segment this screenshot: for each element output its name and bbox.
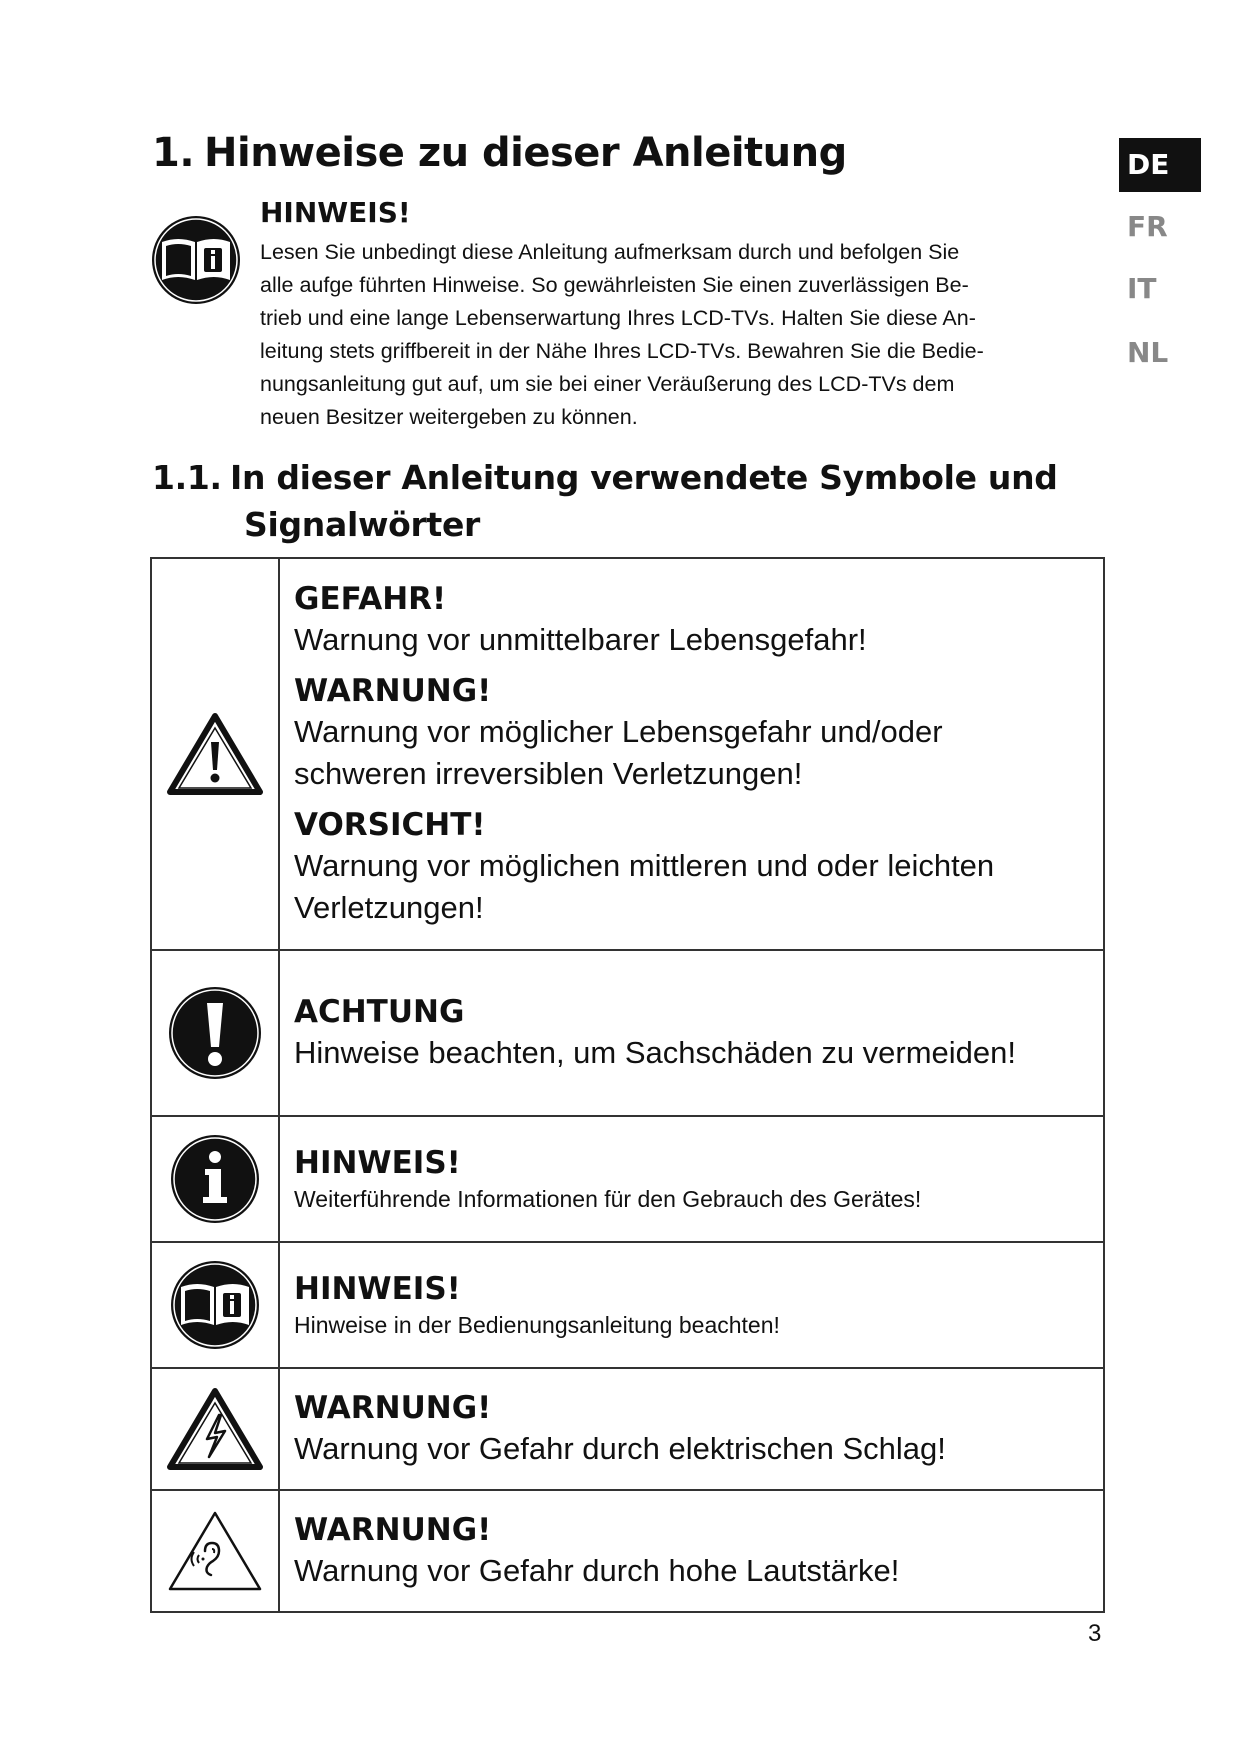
intro-signal-word: HINWEIS!: [260, 196, 411, 229]
signal-word-hinweis: HINWEIS!: [294, 1145, 461, 1181]
signal-description: schweren irreversiblen Verletzungen!: [294, 756, 803, 791]
text-cell: [279, 558, 1104, 950]
exclamation-circle-icon: [167, 985, 263, 1081]
signal-description: Hinweise beachten, um Sachschäden zu vermeiden!: [294, 1035, 1017, 1070]
language-tab-nl[interactable]: NL: [1127, 336, 1169, 369]
signal-word-gefahr: GEFAHR!: [294, 581, 447, 617]
manual-book-icon: [150, 214, 242, 306]
heading-number: 1.: [152, 130, 195, 176]
text-cell: [279, 1490, 1104, 1612]
warning-triangle-icon: [167, 712, 263, 796]
language-tab-fr[interactable]: FR: [1127, 210, 1168, 243]
language-tab-de[interactable]: DE: [1119, 138, 1201, 192]
page-number: 3: [1088, 1620, 1102, 1647]
text-cell: [279, 950, 1104, 1116]
signal-word-hinweis: HINWEIS!: [294, 1271, 461, 1307]
signal-description: Warnung vor möglicher Lebensgefahr und/oder: [294, 714, 943, 749]
language-tab-it[interactable]: IT: [1127, 272, 1157, 305]
signal-word-warnung: WARNUNG!: [294, 1512, 492, 1548]
text-cell: [279, 1368, 1104, 1490]
intro-line: neuen Besitzer weitergeben zu können.: [260, 405, 638, 429]
signal-word-achtung: ACHTUNG: [294, 994, 465, 1030]
subheading-line2: Signalwörter: [244, 505, 481, 544]
signal-word-vorsicht: VORSICHT!: [294, 807, 486, 843]
hearing-damage-icon: [167, 1509, 263, 1593]
table-row: [151, 558, 1104, 950]
signal-description: Weiterführende Informationen für den Gebrauch des Gerätes!: [294, 1186, 922, 1212]
table-row: [151, 950, 1104, 1116]
intro-line: leitung stets griffbereit in der Nähe Ihres LCD-TVs. Bewahren Sie die Bedie-: [260, 339, 984, 363]
signal-word-warnung: WARNUNG!: [294, 673, 492, 709]
section-subheading: [152, 454, 1058, 548]
intro-line: trieb und eine lange Lebenserwartung Ihres LCD-TVs. Halten Sie diese An-: [260, 306, 976, 330]
icon-cell: [151, 558, 279, 950]
icon-cell: [151, 950, 279, 1116]
intro-line: Lesen Sie unbedingt diese Anleitung aufmerksam durch und befolgen Sie: [260, 240, 960, 264]
heading-title: Hinweise zu dieser Anleitung: [204, 130, 847, 176]
icon-cell: [151, 1242, 279, 1368]
signal-description: Warnung vor möglichen mittleren und oder leichten: [294, 848, 995, 883]
table-row: [151, 1368, 1104, 1490]
electric-shock-icon: [167, 1387, 263, 1471]
signal-description: Verletzungen!: [294, 890, 484, 925]
subheading-line1: In dieser Anleitung verwendete Symbole und: [230, 458, 1058, 497]
text-cell: [279, 1242, 1104, 1368]
signal-description: Warnung vor unmittelbarer Lebensgefahr!: [294, 622, 867, 657]
page-title: [152, 130, 847, 176]
signal-word-warnung: WARNUNG!: [294, 1390, 492, 1426]
intro-text: [260, 236, 1105, 434]
symbols-table: [150, 557, 1105, 1613]
table-row: [151, 1242, 1104, 1368]
signal-description: Hinweise in der Bedienungsanleitung beachten!: [294, 1312, 780, 1338]
manual-book-icon: [169, 1259, 261, 1351]
icon-cell: [151, 1116, 279, 1242]
table-row: [151, 1490, 1104, 1612]
text-cell: [279, 1116, 1104, 1242]
icon-cell: [151, 1490, 279, 1612]
signal-description: Warnung vor Gefahr durch hohe Lautstärke!: [294, 1553, 900, 1588]
icon-cell: [151, 1368, 279, 1490]
intro-line: alle aufge führten Hinweise. So gewährleisten Sie einen zuverlässigen Be-: [260, 273, 969, 297]
info-circle-icon: [169, 1133, 261, 1225]
table-row: [151, 1116, 1104, 1242]
intro-line: nungsanleitung gut auf, um sie bei einer Veräußerung des LCD-TVs dem: [260, 372, 955, 396]
signal-description: Warnung vor Gefahr durch elektrischen Schlag!: [294, 1431, 946, 1466]
subheading-number: 1.1.: [152, 458, 222, 497]
